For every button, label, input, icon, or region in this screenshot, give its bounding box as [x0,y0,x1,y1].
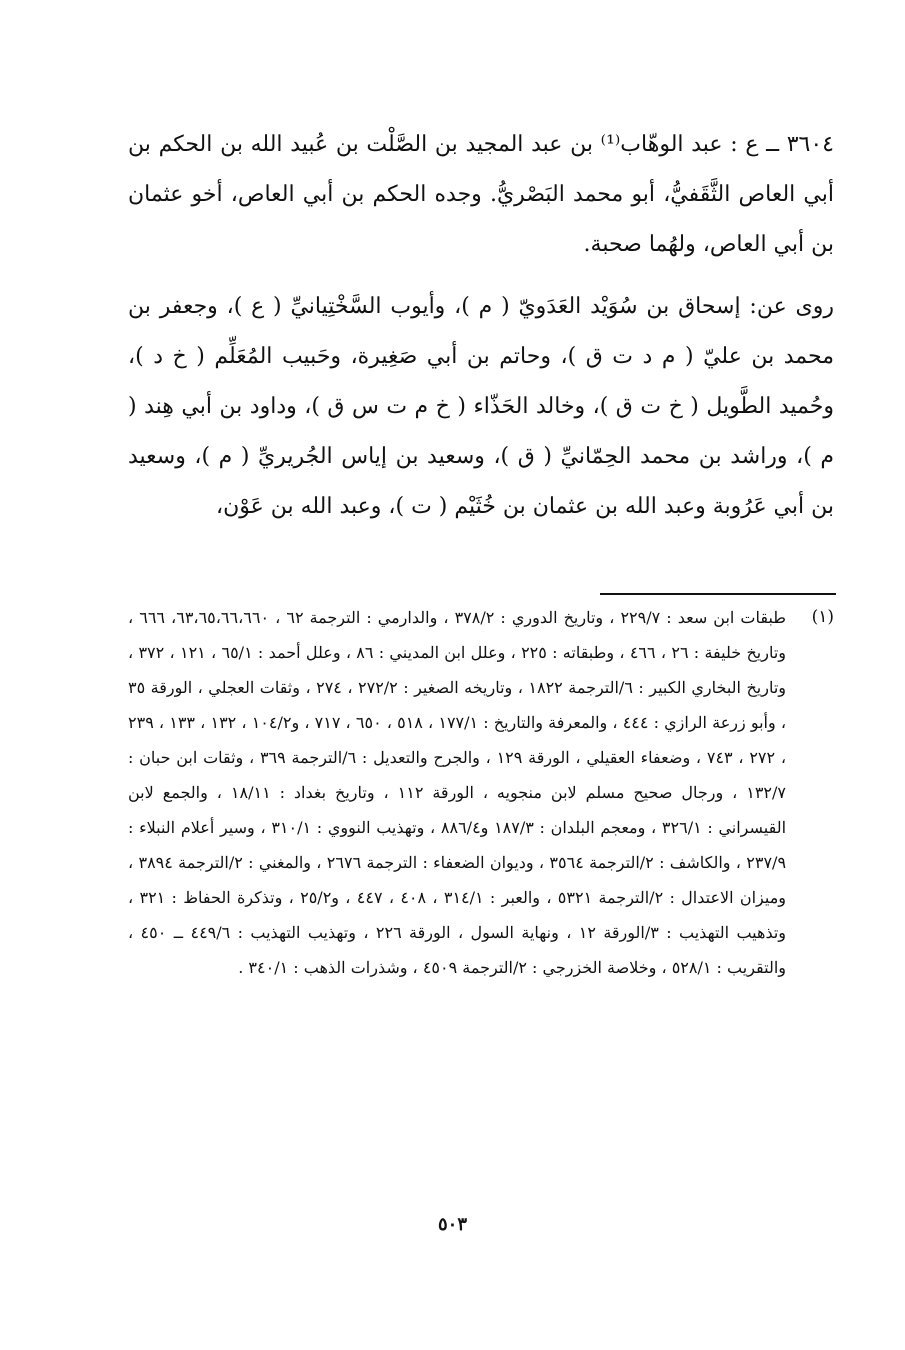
page-number: ٥٠٣ [437,1214,467,1235]
entry-heading-paragraph: ٣٦٠٤ ــ ع : عبد الوهّاب⁽¹⁾ بن عبد المجيد بن الصَّلْت بن عُبيد الله بن الحكم بن أبي العاص الثَّقَفيُّ، أبو محمد البَصْريُّ. وجده الحكم بن أبي العاص، أخو عثمان بن أبي العاص، ولهُما صحبة. [128,132,834,257]
narrated-from-paragraph: روى عن: إسحاق بن سُوَيْد العَدَويّ ( م )، وأيوب السَّخْتِيانيِّ ( ع )، وجعفر بن محمد بن عليّ ( م د ت ق )، وحاتم بن أبي صَغِيرة، وحَبيب المُعَلِّم ( خ د )، وحُميد الطَّويل ( خ ت ق )، وخالد الحَذّاء ( خ م ت س ق )، وداود بن أبي هِند ( م )، وراشد بن محمد الحِمّانيِّ ( ق )، وسعيد بن إياس الجُريريِّ ( م )، وسعيد بن أبي عَرُوبة وعبد الله بن عثمان بن خُثَيْم ( ت )، وعبد الله بن عَوْن، [128,294,834,519]
footnote-divider [600,593,836,595]
footnotes [128,600,834,985]
footnote-text: طبقات ابن سعد : ٢٢٩/٧ ، وتاريخ الدوري : ٣٧٨/٢ ، والدارمي : الترجمة ٦٢ ، ٦٣،٦٥،٦٦،٦٦٠، ٦٦٦ ، وتاريخ خليفة : ٢٦ ، ٤٦٦ ، وطبقاته : ٢٢٥ ، وعلل ابن المديني : ٨٦ ، وعلل أحمد : ٦٥/١ ، ١٢١ ، ٣٧٢ ، وتاريخ البخاري الكبير : ٦/الترجمة ١٨٢٢ ، وتاريخه الصغير : ٢٧٢/٢ ، ٢٧٤ ، وثقات العجلي ، الورقة ٣٥ ، وأبو زرعة الرازي : ٤٤٤ ، والمعرفة والتاريخ : ١٧٧/١ ، ٥١٨ ، ٦٥٠ ، ٧١٧ ، و١٠٤/٢ ، ١٣٢ ، ١٣٣ ، ٢٣٩ ، ٢٧٢ ، ٧٤٣ ، وضعفاء العقيلي ، الورقة ١٢٩ ، والجرح والتعديل : ٦/الترجمة ٣٦٩ ، وثقات ابن حبان : ١٣٢/٧ ، ورجال صحيح مسلم لابن منجويه ، الورقة ١١٢ ، وتاريخ بغداد : ١٨/١١ ، والجمع لابن القيسراني : ٣٢٦/١ ، ومعجم البلدان : ١٨٧/٣ و٨٨٦/٤ ، وتهذيب النووي : ٣١٠/١ ، وسير أعلام النبلاء : ٢٣٧/٩ ، والكاشف : ٢/الترجمة ٣٥٦٤ ، وديوان الضعفاء : الترجمة ٢٦٧٦ ، والمغني : ٢/الترجمة ٣٨٩٤ ، وميزان الاعتدال : ٢/الترجمة ٥٣٢١ ، والعبر : ٣١٤/١ ، ٤٠٨ ، ٤٤٧ ، و٢٥/٢ ، وتذكرة الحفاظ : ٣٢١ ، وتذهيب التهذيب : ٣/الورقة ١٢ ، ونهاية السول ، الورقة ٢٢٦ ، وتهذيب التهذيب : ٤٤٩/٦ ــ ٤٥٠ ، والتقريب : ٥٢٨/١ ، وخلاصة الخزرجي : ٢/الترجمة ٤٥٠٩ ، وشذرات الذهب : ٣٤٠/١ . [128,608,787,977]
footnote-number: (١) [811,607,834,627]
footnote-1 [128,600,834,985]
main-text [128,120,834,544]
